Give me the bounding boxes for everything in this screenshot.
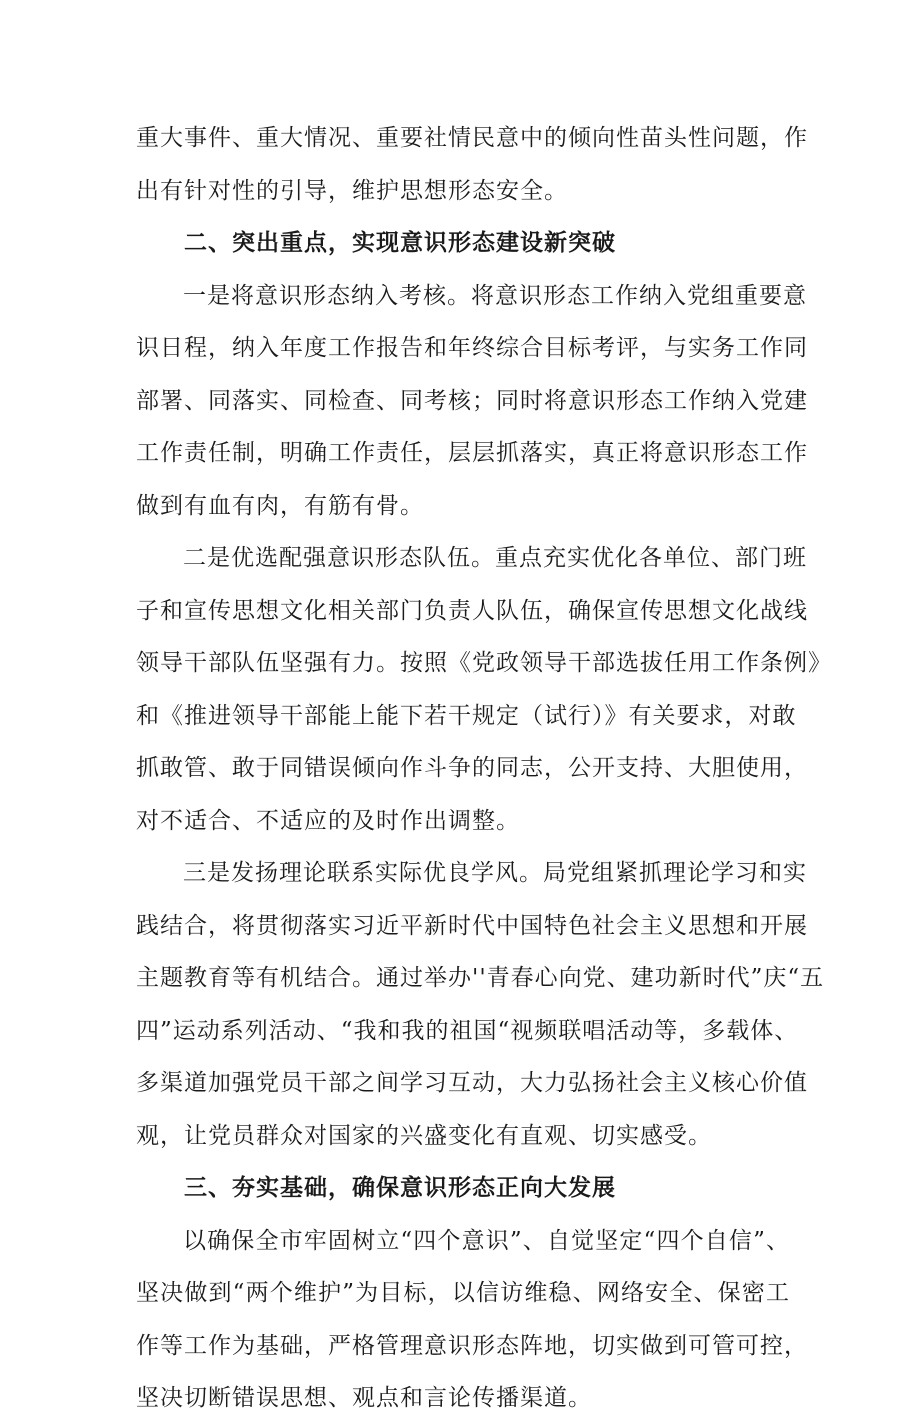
paragraph-line: 工作责任制，明确工作责任，层层抓落实，真正将意识形态工作 [136,440,808,466]
paragraph-line: 主题教育等有机结合。通过举办''青春心向党、建功新时代”庆“五 [136,965,825,991]
paragraph-line: 做到有血有肉，有筋有骨。 [136,492,424,519]
paragraph-line: 部署、同落实、同检查、同考核；同时将意识形态工作纳入党建 [136,387,808,414]
paragraph-line: 四”运动系列活动、“我和我的祖国“视频联唱活动等，多载体、 [136,1017,799,1044]
paragraph-line: 二是优选配强意识形态队伍。重点充实优化各单位、部门班 [183,545,807,571]
paragraph-line: 领导干部队伍坚强有力。按照《党政领导干部选拔任用工作条例》 [136,650,832,676]
paragraph-line: 抓敢管、敢于同错误倾向作斗争的同志，公开支持、大胆使用， [136,755,808,781]
paragraph-line: 一是将意识形态纳入考核。将意识形态工作纳入党组重要意 [183,282,807,309]
section-heading-3: 三、夯实基础，确保意识形态正向大发展 [184,1174,616,1201]
paragraph-line: 子和宣传思想文化相关部门负责人队伍，确保宣传思想文化战线 [136,597,808,624]
paragraph-line: 践结合，将贯彻落实习近平新时代中国特色社会主义思想和开展 [136,912,808,939]
paragraph-line: 识日程，纳入年度工作报告和年终综合目标考评，与实务工作同 [136,335,808,361]
paragraph-line: 坚决做到“两个维护”为目标，以信访维稳、网络安全、保密工 [136,1280,790,1306]
paragraph-line: 三是发扬理论联系实际优良学风。局党组紧抓理论学习和实 [183,860,807,886]
paragraph-line: 对不适合、不适应的及时作出调整。 [136,807,520,834]
paragraph-line: 和《推进领导干部能上能下若干规定（试行）》有关要求，对敢 [136,702,797,729]
paragraph-line: 重大事件、重大情况、重要社情民意中的倾向性苗头性问题，作 [136,125,808,151]
paragraph-line: 出有针对性的引导，维护思想形态安全。 [136,177,568,204]
paragraph-line: 以确保全市牢固树立“四个意识”、自觉坚定“四个自信”、 [183,1227,790,1254]
section-heading-2: 二、突出重点，实现意识形态建设新突破 [184,229,616,256]
paragraph-line: 作等工作为基础，严格管理意识形态阵地，切实做到可管可控， [136,1332,808,1359]
paragraph-line: 坚决切断错误思想、观点和言论传播渠道。 [136,1385,592,1411]
paragraph-line: 观，让党员群众对国家的兴盛变化有直观、切实感受。 [136,1122,712,1149]
paragraph-line: 多渠道加强党员干部之间学习互动，大力弘扬社会主义核心价值 [136,1070,808,1096]
